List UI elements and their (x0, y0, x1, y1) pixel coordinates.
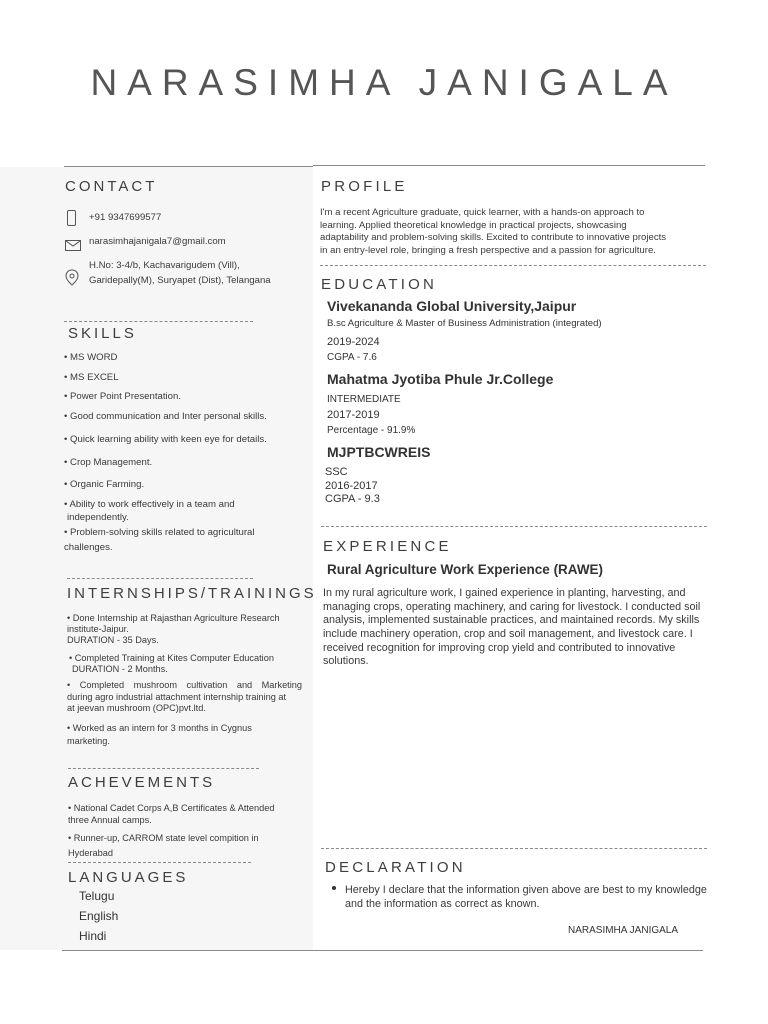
internship-item-cont: during agro industrial attachment internship training at (67, 692, 287, 702)
years: 2019-2024 (327, 336, 380, 348)
internship-item-cont: marketing. (67, 736, 110, 746)
skill-item: • MS EXCEL (64, 372, 119, 383)
degree: SSC (325, 466, 348, 478)
declaration-heading: DECLARATION (325, 859, 466, 876)
address-line-2: Garidepally(M), Suryapet (Dist), Telangana (89, 275, 271, 286)
address-line-1: H.No: 3-4/b, Kachavarigudem (Vill), (89, 260, 240, 271)
experience-line: managing crops, operating machinery, and caring for livestock. I conducted soil (323, 601, 701, 613)
declaration-divider (321, 848, 707, 849)
skills-divider (64, 321, 253, 322)
skill-item: • Crop Management. (64, 457, 153, 468)
skill-item: • Problem-solving skills related to agricultural (64, 527, 255, 538)
contact-heading: CONTACT (65, 178, 158, 195)
email-address: narasimhajanigala7@gmail.com (89, 236, 226, 247)
skill-item: • Good communication and Inter personal skills. (64, 411, 267, 422)
internship-item: • Worked as an intern for 3 months in Cygnus (67, 723, 252, 733)
skill-item: • Power Point Presentation. (64, 391, 181, 402)
experience-line: analysis, implemented sustainable practices, and maintained records. My skills (323, 614, 700, 626)
internships-divider (67, 578, 253, 579)
internship-item-cont: DURATION - 35 Days. (67, 635, 159, 645)
score: CGPA - 9.3 (325, 493, 380, 505)
skill-item: • MS WORD (64, 352, 118, 363)
profile-line: in an entry-level role, bringing a fresh perspective and a passion for agriculture. (320, 245, 656, 256)
skill-item-cont: challenges. (64, 542, 113, 553)
declaration-line: and the information as correct as known. (345, 898, 540, 910)
experience-line: include machinery operation, crop and soil management, and livestock care. I (323, 628, 693, 640)
languages-divider (68, 862, 251, 863)
achievement-item: • National Cadet Corps A,B Certificates & Attended (68, 803, 275, 813)
experience-title: Rural Agriculture Work Experience (RAWE) (327, 562, 604, 577)
bottom-divider (62, 950, 703, 951)
institution-name: Vivekananda Global University,Jaipur (327, 298, 577, 314)
profile-line: learning. Applied theoretical knowledge in practical projects, showcasing (320, 220, 627, 231)
institution-name: Mahatma Jyotiba Phule Jr.College (327, 371, 554, 387)
achievement-item: • Runner-up, CARROM state level compition in (68, 833, 259, 843)
experience-line: In my rural agriculture work, I gained experience in planting, harvesting, and (323, 587, 686, 599)
profile-heading: PROFILE (321, 178, 408, 195)
education-divider (320, 265, 706, 266)
experience-divider (321, 526, 707, 527)
institution-name: MJPTBCWREIS (327, 444, 431, 460)
experience-line: received recognition for improving crop yield and contributed to innovative (323, 642, 676, 654)
score: Percentage - 91.9% (327, 425, 416, 436)
languages-heading: LANGUAGES (68, 869, 189, 886)
internship-item-cont: at jeevan mushroom (OPC)pvt.ltd. (67, 703, 206, 713)
skill-item-cont: independently. (67, 512, 129, 523)
experience-line: solutions. (323, 655, 369, 667)
phone-icon (67, 210, 76, 226)
achievements-divider (68, 768, 259, 769)
mail-icon (65, 240, 81, 251)
years: 2017-2019 (327, 409, 380, 421)
skill-item: • Quick learning ability with keen eye for details. (64, 434, 267, 445)
internship-item-cont: DURATION - 2 Months. (72, 664, 168, 674)
phone-number: +91 9347699577 (89, 212, 162, 223)
score: CGPA - 7.6 (327, 352, 377, 363)
profile-line: adaptability and problem-solving skills. Excited to contribute to innovative projects (320, 232, 667, 243)
achievements-heading: ACHEVEMENTS (68, 774, 216, 791)
internship-item: • Completed mushroom cultivation and Marketing (67, 680, 302, 690)
degree: B.sc Agriculture & Master of Business Administration (integrated) (327, 318, 602, 329)
education-heading: EDUCATION (321, 276, 438, 293)
location-pin-icon (65, 269, 79, 291)
internships-heading: INTERNSHIPS/TRAININGS (67, 585, 317, 602)
achievement-item-cont: Hyderabad (68, 848, 113, 858)
language-item: Telugu (79, 889, 115, 903)
achievement-item-cont: three Annual camps. (68, 815, 152, 825)
skill-item: • Organic Farming. (64, 479, 145, 490)
right-top-divider (313, 165, 705, 166)
language-item: English (79, 909, 119, 923)
candidate-name: NARASIMHA JANIGALA (90, 62, 678, 103)
internship-item: • Done Internship at Rajasthan Agriculture Research (67, 613, 280, 623)
skill-item: • Ability to work effectively in a team and (64, 499, 235, 510)
language-item: Hindi (79, 929, 107, 943)
profile-line: I'm a recent Agriculture graduate, quick learner, with a hands-on approach to (320, 207, 645, 218)
years: 2016-2017 (325, 480, 378, 492)
signature-name: NARASIMHA JANIGALA (568, 925, 679, 936)
degree: INTERMEDIATE (327, 394, 401, 405)
left-top-divider (64, 166, 313, 167)
internship-item-cont: institute-Jaipur. (67, 624, 129, 634)
internship-item: • Completed Training at Kites Computer Education (69, 653, 274, 663)
experience-heading: EXPERIENCE (323, 538, 452, 555)
bullet-icon (332, 886, 336, 890)
skills-heading: SKILLS (68, 325, 137, 342)
declaration-line: Hereby I declare that the information given above are best to my knowledge (345, 884, 707, 896)
